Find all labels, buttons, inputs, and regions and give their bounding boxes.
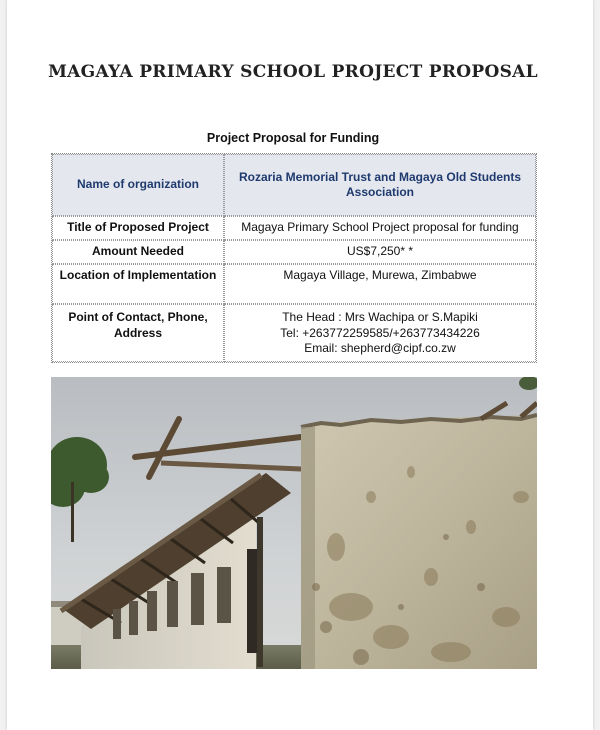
row-value-project-title: Magaya Primary School Project proposal for funding <box>224 216 536 240</box>
row-value-location: Magaya Village, Murewa, Zimbabwe <box>224 264 536 304</box>
row-label-location: Location of Implementation <box>52 264 224 304</box>
row-label-project-title: Title of Proposed Project <box>52 216 224 240</box>
row-value-contact <box>224 304 536 362</box>
row-value-amount: US$7,250* * <box>224 240 536 264</box>
school-building-photo <box>51 377 537 669</box>
document-subtitle: Project Proposal for Funding <box>206 131 380 145</box>
row-label-amount: Amount Needed <box>52 240 224 264</box>
table-row <box>52 240 536 264</box>
table-row <box>52 304 536 362</box>
table-row <box>52 216 536 240</box>
table-row <box>52 264 536 304</box>
table-row <box>52 154 536 216</box>
row-label-contact: Point of Contact, Phone, Address <box>52 304 224 362</box>
project-info-table <box>51 153 537 363</box>
document-title: MAGAYA PRIMARY SCHOOL PROJECT PROPOSAL <box>48 62 538 82</box>
row-label-organization: Name of organization <box>52 154 224 216</box>
contact-phone: Tel: +263772259585/+263773434226 <box>280 325 480 340</box>
contact-email: Email: shepherd@cipf.co.zw <box>304 341 456 355</box>
contact-head: The Head : Mrs Wachipa or S.Mapiki <box>282 310 478 324</box>
row-value-organization: Rozaria Memorial Trust and Magaya Old Students Association <box>224 154 536 216</box>
